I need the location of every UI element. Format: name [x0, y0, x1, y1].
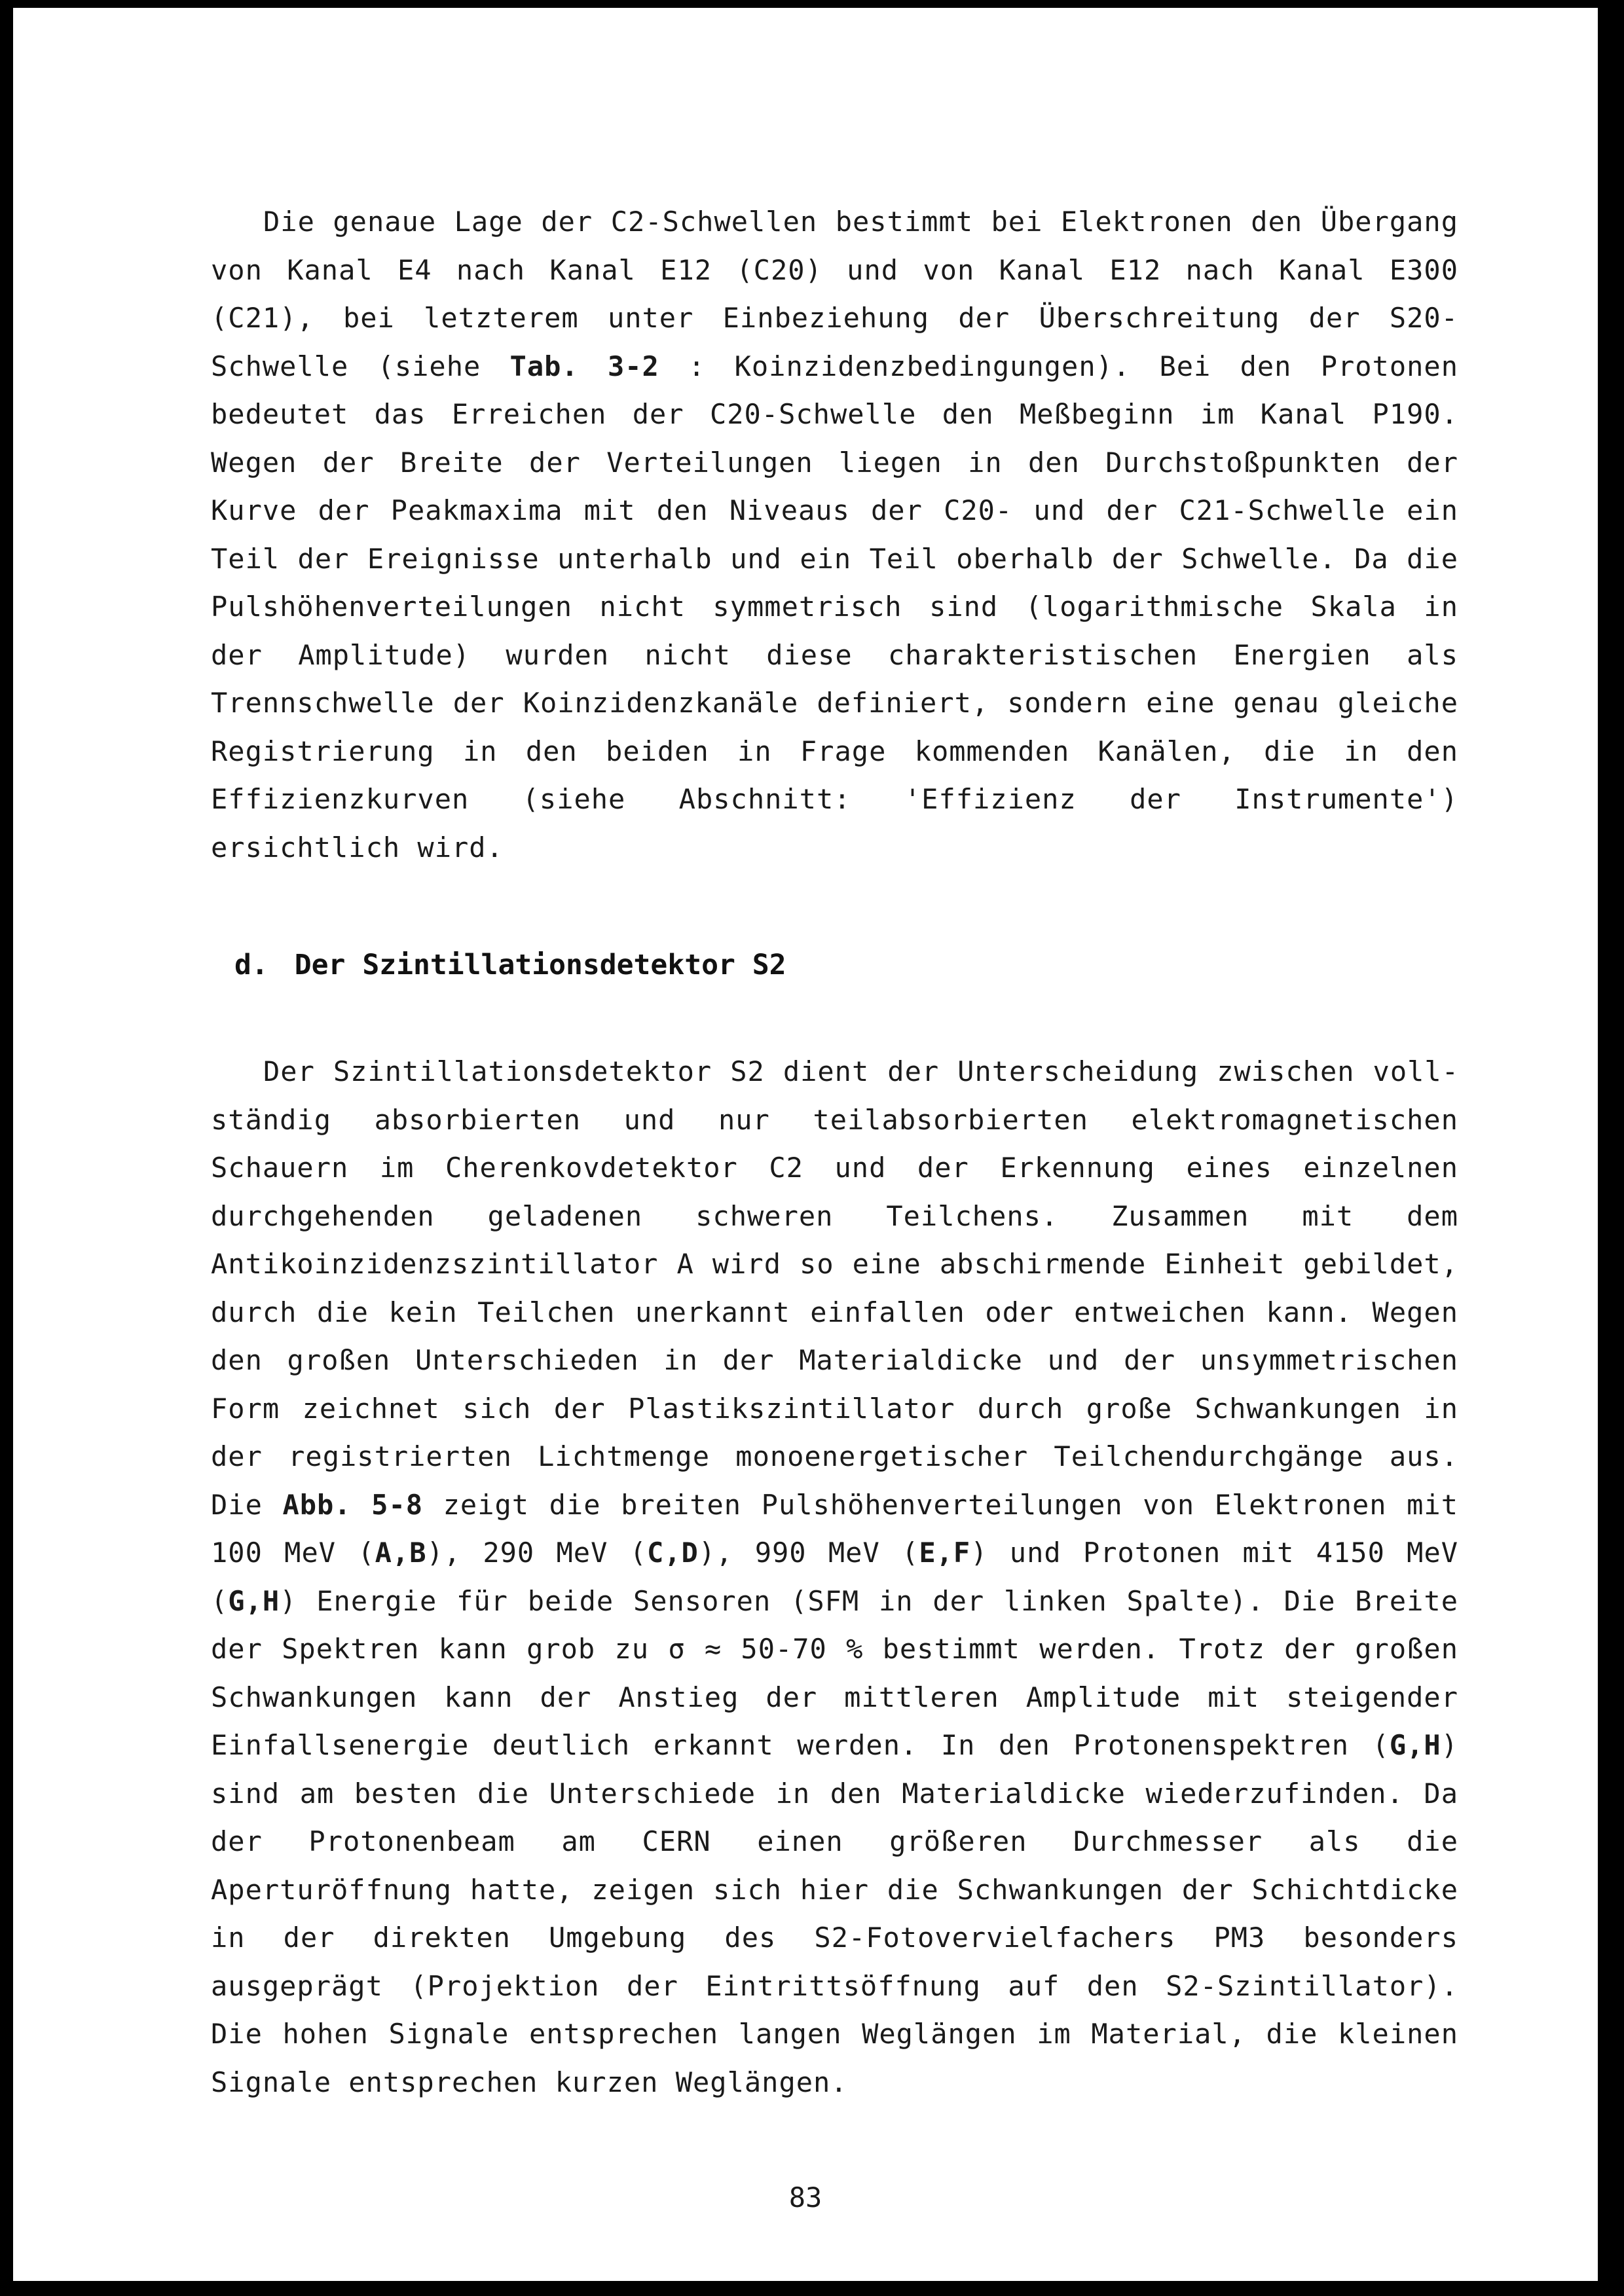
section-heading — [234, 945, 786, 985]
panel-label: E,F — [919, 1537, 971, 1569]
paragraph-c2-thresholds — [211, 198, 1458, 871]
paragraph-text: ), 990 MeV ( — [698, 1537, 919, 1569]
paragraph-text: ) sind am besten die Unterschiede in den Materialdicke wiederzufinden. Da der Protonenbeam am CERN einen größeren Durchmesser als die Aperturöffnung hatte, zeigen sich hier die Schwankungen der Schichtdicke in der direkten Umgebung des S2-Fotovervielfachers PM3 besonders ausgeprägt (Projektion der Eintrittsöffnung auf den S2-Szintillator). Die hohen Signale entsprechen langen Weglängen im Material, die kleinen Signale entsprechen kurzen Weglängen. — [211, 1729, 1458, 2098]
panel-label: G,H — [228, 1584, 280, 1617]
paragraph-text: ), 290 MeV ( — [426, 1537, 647, 1569]
paragraph-text: : Koinzidenzbedingungen). Bei den Protonen bedeutet das Erreichen der C20-Schwelle den Meßbeginn im Kanal P190. Wegen der Breite der Verteilungen liegen in den Durchstoßpunkten der Kurve der Peakmaxima mit den Niveaus der C20- und der C21-Schwelle ein Teil der Ereignisse unterhalb und ein Teil oberhalb der Schwelle. Da die Pulshöhenverteilungen nicht symmetrisch sind (logarithmische Skala in der Amplitude) wurden nicht diese charakteristischen Energien als Trennschwelle der Koinzidenzkanäle definiert, sondern eine genau gleiche Registrierung in den beiden in Frage kommenden Kanälen, die in den Effizienzkurven (siehe Abschnitt: 'Effizienz der Instrumente') ersichtlich wird. — [211, 350, 1458, 864]
paragraph-text: zeigt die breiten Pulshöhenverteilungen von Elektronen mit 100 MeV ( — [211, 1488, 1458, 1569]
table-reference: Tab. 3-2 — [509, 350, 659, 382]
paragraph-s2-detector — [211, 1048, 1458, 2106]
paragraph-text: ) und Protonen mit 4150 MeV ( — [211, 1537, 1459, 1617]
panel-label: A,B — [375, 1537, 427, 1569]
paragraph-text: ) Energie für beide Sensoren (SFM in der linken Spalte). Die Breite der Spektren kann grob zu σ ≈ 50-70 % bestimmt werden. Trotz der großen Schwankungen kann der Anstieg der mittleren Amplitude mit steigender Einfallsenergie deutlich erkannt werden. In den Protonenspektren ( — [211, 1584, 1458, 1761]
document-page — [13, 8, 1598, 2281]
section-title: Der Szintillationsdetektor S2 — [294, 949, 786, 981]
page-number: 83 — [788, 2181, 822, 2214]
section-number: d. — [234, 949, 268, 981]
paragraph-text: Die genaue Lage der C2-Schwellen bestimmt bei Elektronen den Übergang von Kanal E4 nach Kanal E12 (C20) und von Kanal E12 nach Kanal E300 (C21), bei letzterem unter Einbeziehung der Überschreitung der S20-Schwelle (siehe — [211, 206, 1458, 382]
panel-label: C,D — [646, 1537, 699, 1569]
paragraph-text: Der Szintillationsdetektor S2 dient der Unterscheidung zwischen vollständig absorbierten und nur teilabsorbierten elektromagnetischen Schauern im Cherenkovdetektor C2 und der Erkennung eines einzelnen durchgehenden geladenen schweren Teilchens. Zusammen mit dem Antikoinzidenzszintillator A wird so eine abschirmende Einheit gebildet, durch die kein Teilchen unerkannt einfallen oder entweichen kann. Wegen den großen Unterschieden in der Materialdicke und der unsymmetrischen Form zeichnet sich der Plastikszintillator durch große Schwankungen in der registrierten Lichtmenge monoenergetischer Teilchendurchgänge aus. Die — [211, 1055, 1458, 1521]
panel-label: G,H — [1389, 1729, 1441, 1761]
figure-reference: Abb. 5-8 — [282, 1488, 424, 1521]
